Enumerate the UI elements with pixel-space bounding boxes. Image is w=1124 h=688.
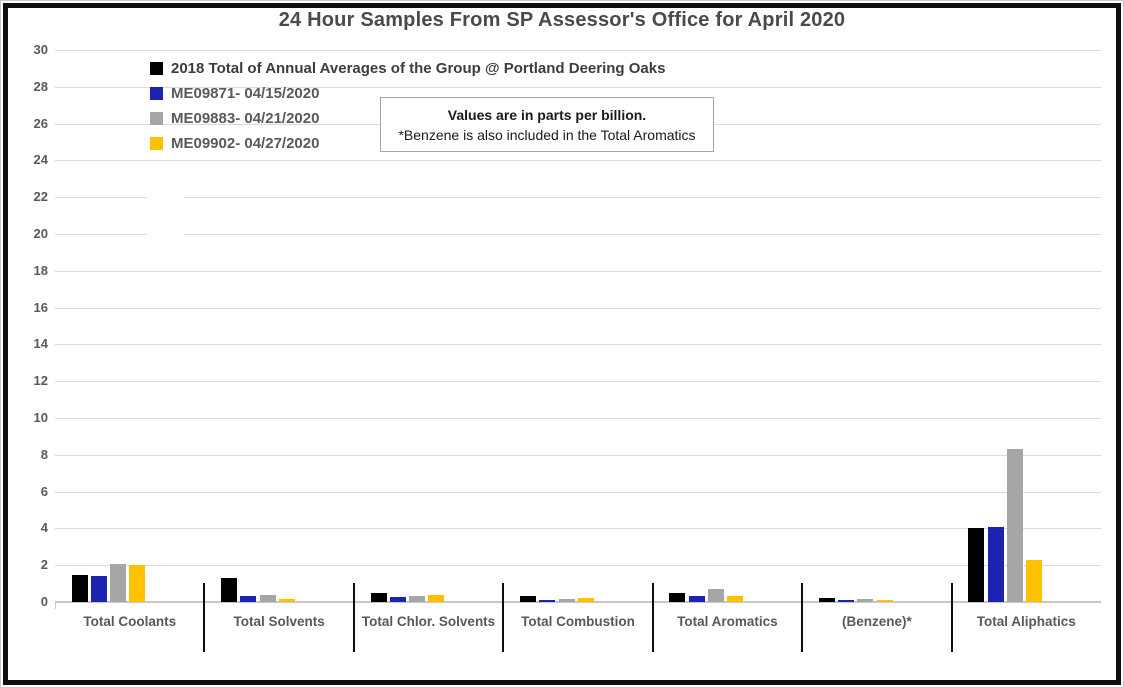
category-label: Total Solvents [233,614,325,629]
y-axis-tick-label: 12 [33,373,48,389]
bar-black [221,578,237,602]
bar-gray [708,589,724,602]
note-benzene-text: *Benzene is also included in the Total Aromatics [398,126,696,143]
note-units-text: Values are in parts per billion. [447,106,647,123]
bar-gray [110,564,126,602]
note-box [380,97,714,152]
gridline [55,344,1101,345]
bar-gray [409,596,425,602]
gridline [55,50,1101,51]
category-label: Total Combustion [521,614,635,629]
bar-yellow [129,565,145,602]
category-label: Total Aromatics [677,614,778,629]
bar-gray [857,599,873,602]
gridline [55,197,1101,198]
bar-blue [988,527,1004,602]
y-axis-tick-label: 14 [33,336,48,352]
bar-yellow [877,600,893,602]
legend-swatch-gray [150,112,163,125]
bar-yellow [578,598,594,602]
bar-yellow [1026,560,1042,602]
bar-black [819,598,835,602]
y-axis-tick-label: 22 [33,189,48,205]
legend-swatch-yellow [150,137,163,150]
bar-yellow [428,595,444,602]
legend-label: 2018 Total of Annual Averages of the Group @ Portland Deering Oaks [171,60,666,77]
legend-item [150,60,665,77]
y-axis-tick-label: 18 [33,262,48,278]
legend-swatch-black [150,62,163,75]
bar-blue [838,600,854,602]
legend-label: ME09883- 04/21/2020 [171,110,320,127]
legend-swatch-blue [150,87,163,100]
category-label: Total Chlor. Solvents [361,614,496,629]
bar-black [520,596,536,602]
category-separator-line [652,583,654,652]
axis-tick [55,602,56,609]
category-separator-line [502,583,504,652]
gridline [55,308,1101,309]
gridline [55,418,1101,419]
category-separator-line [203,583,205,652]
y-axis-tick-label: 2 [40,557,48,573]
bar-yellow [727,596,743,602]
bar-black [669,593,685,602]
y-axis-tick-label: 20 [33,226,48,241]
bar-black [968,528,984,602]
gridline [55,271,1101,272]
y-axis-tick-label: 26 [33,115,48,131]
y-axis-tick-label: 6 [40,483,48,499]
y-axis-tick-label: 28 [33,78,48,94]
bar-black [72,575,88,602]
bar-yellow [279,599,295,602]
legend-label: ME09871- 04/15/2020 [171,85,320,102]
bar-blue [390,597,406,602]
gridline [55,234,1101,235]
y-axis-tick-label: 0 [40,594,48,609]
gridline-gap-artifact [147,190,184,242]
gridline [55,492,1101,493]
gridline [55,381,1101,382]
category-label: Total Aliphatics [976,614,1076,629]
y-axis-tick-label: 4 [40,520,48,536]
y-axis-tick-label: 30 [33,42,48,57]
y-axis-tick-label: 10 [33,410,48,425]
gridline [55,455,1101,456]
y-axis-tick-label: 24 [33,152,48,168]
category-separator-line [801,583,803,652]
category-separator-line [951,583,953,652]
y-axis-tick-label: 8 [40,446,48,462]
category-label: (Benzene)* [841,614,912,629]
y-axis-tick-label: 16 [33,299,48,315]
gridline [55,528,1101,529]
bar-blue [91,576,107,602]
gridline [55,565,1101,566]
bar-blue [689,596,705,602]
bar-gray [260,595,276,602]
legend-label: ME09902- 04/27/2020 [171,135,320,152]
category-label: Total Coolants [83,614,177,629]
bar-blue [539,600,555,602]
bar-gray [559,599,575,602]
category-separator-line [353,583,355,652]
bar-blue [240,596,256,602]
chart-title: 24 Hour Samples From SP Assessor's Office for April 2020 [278,9,846,31]
bar-black [371,593,387,602]
bar-gray [1007,449,1023,602]
gridline [55,160,1101,161]
